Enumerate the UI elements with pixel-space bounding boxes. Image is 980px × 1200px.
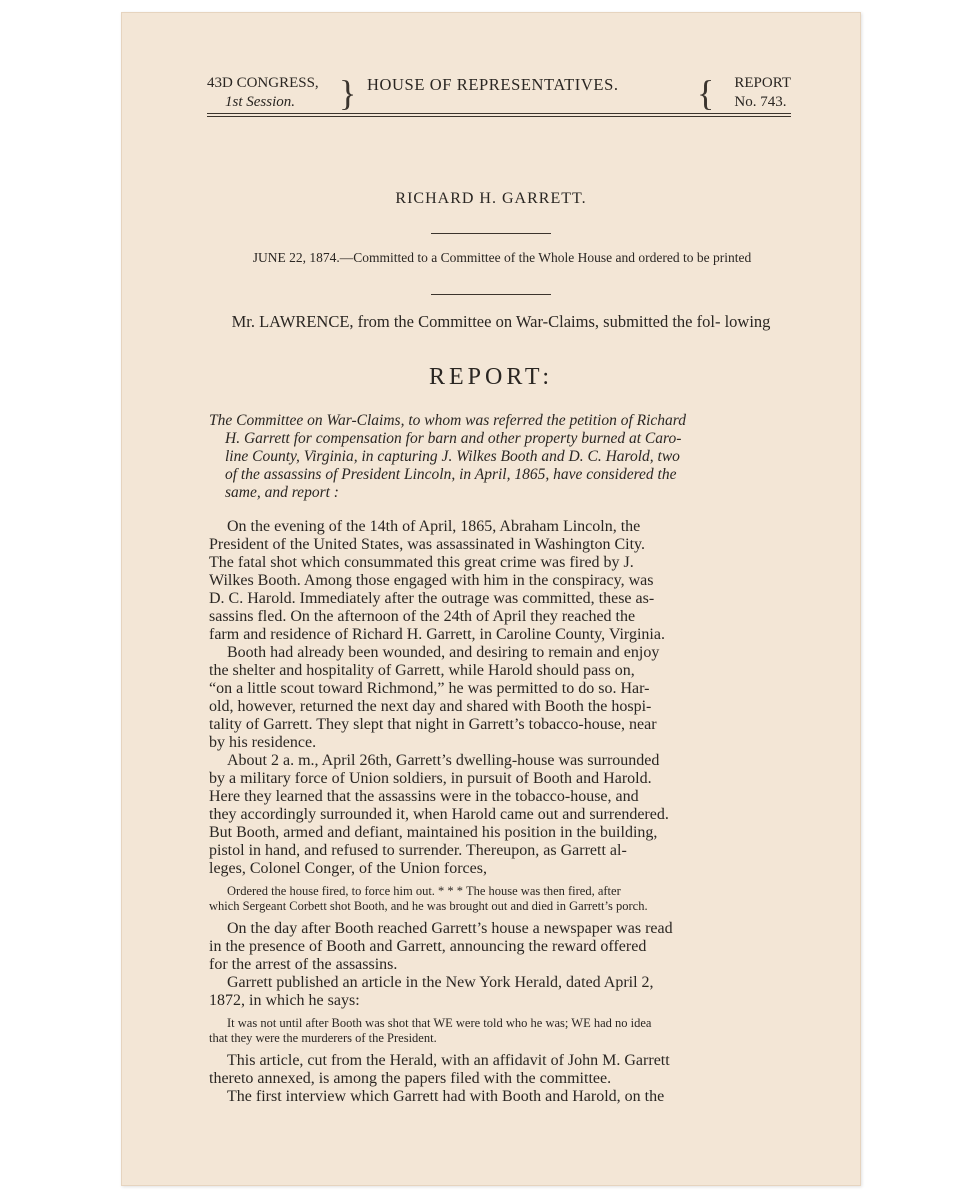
congress-label: 43D CONGRESS,	[207, 75, 319, 91]
report-title: RICHARD H. GARRETT.	[395, 190, 587, 207]
body-line: by a military force of Union soldiers, in pursuit of Booth and Harold.	[209, 770, 652, 787]
report-body	[209, 518, 793, 1106]
quote-line: Ordered the house fired, to force him out. * * * The house was then fired, after	[227, 884, 621, 898]
body-line: Garrett published an article in the New York Herald, dated April 2,	[227, 974, 654, 991]
quotation-1	[209, 884, 793, 914]
dated-committed-line: JUNE 22, 1874.—Committed to a Committee of the Whole House and ordered to be printed	[252, 250, 752, 265]
preamble	[209, 412, 793, 502]
preamble-line: The Committee on War-Claims, to whom was referred the petition of Richard	[209, 412, 687, 429]
body-line: President of the United States, was assassinated in Washington City.	[209, 536, 645, 553]
body-line: old, however, returned the next day and shared with Booth the hospi-	[209, 698, 652, 715]
body-line: On the day after Booth reached Garrett’s house a newspaper was read	[227, 920, 673, 937]
body-line: for the arrest of the assassins.	[209, 956, 398, 973]
body-line: farm and residence of Richard H. Garrett, in Caroline County, Virginia.	[209, 626, 665, 643]
body-line: D. C. Harold. Immediately after the outrage was committed, these as-	[209, 590, 655, 607]
report-heading: REPORT:	[428, 364, 554, 390]
body-line: About 2 a. m., April 26th, Garrett’s dwelling-house was surrounded	[227, 752, 660, 769]
body-line: 1872, in which he says:	[209, 992, 360, 1009]
document-page	[121, 12, 861, 1186]
congress-session	[207, 74, 319, 112]
paragraph-5	[209, 974, 793, 1010]
quote-line: which Sergeant Corbett shot Booth, and he was brought out and died in Garrett’s porch.	[209, 899, 648, 913]
paragraph-7	[209, 1088, 793, 1106]
header-rule-top	[207, 113, 791, 114]
preamble-line: line County, Virginia, in capturing J. Wilkes Booth and D. C. Harold, two	[225, 448, 680, 465]
body-line: Wilkes Booth. Among those engaged with him in the conspiracy, was	[209, 572, 654, 589]
body-line: in the presence of Booth and Garrett, announcing the reward offered	[209, 938, 647, 955]
body-line: thereto annexed, is among the papers filed with the committee.	[209, 1070, 612, 1087]
right-brace-glyph: }	[339, 73, 357, 113]
header-rule-bottom	[207, 116, 791, 117]
body-line: leges, Colonel Conger, of the Union forces,	[209, 860, 487, 877]
paragraph-2	[209, 644, 793, 752]
report-word: REPORT	[734, 75, 791, 91]
quotation-2	[209, 1016, 793, 1046]
submitted-by-line: Mr. LAWRENCE, from the Committee on War-Claims, submitted the fol- lowing	[231, 312, 771, 331]
chamber-title: HOUSE OF REPRESENTATIVES.	[367, 75, 619, 94]
divider-rule-2	[431, 294, 551, 295]
body-line: the shelter and hospitality of Garrett, while Harold should pass on,	[209, 662, 635, 679]
preamble-line: H. Garrett for compensation for barn and other property burned at Caro-	[225, 430, 682, 447]
preamble-line: of the assassins of President Lincoln, in April, 1865, have considered the	[225, 466, 677, 483]
paragraph-4	[209, 920, 793, 974]
body-line: pistol in hand, and refused to surrender. Thereupon, as Garrett al-	[209, 842, 627, 859]
body-line: Booth had already been wounded, and desiring to remain and enjoy	[227, 644, 660, 661]
preamble-line: same, and report :	[225, 484, 339, 501]
body-line: But Booth, armed and defiant, maintained his position in the building,	[209, 824, 658, 841]
body-line: tality of Garrett. They slept that night in Garrett’s tobacco-house, near	[209, 716, 657, 733]
divider-rule-1	[431, 233, 551, 234]
body-line: by his residence.	[209, 734, 317, 751]
report-number: No. 743.	[734, 94, 787, 110]
body-line: On the evening of the 14th of April, 1865, Abraham Lincoln, the	[227, 518, 641, 535]
body-line: The first interview which Garrett had with Booth and Harold, on the	[227, 1088, 665, 1105]
body-line: “on a little scout toward Richmond,” he was permitted to do so. Har-	[209, 680, 650, 697]
body-line: sassins fled. On the afternoon of the 24th of April they reached the	[209, 608, 636, 625]
paragraph-3	[209, 752, 793, 878]
report-number-block	[734, 74, 791, 112]
quote-line: It was not until after Booth was shot that WE were told who he was; WE had no idea	[227, 1016, 652, 1030]
left-brace-glyph: {	[697, 73, 715, 113]
body-line: Here they learned that the assassins were in the tobacco-house, and	[209, 788, 639, 805]
paragraph-1	[209, 518, 793, 644]
paragraph-6	[209, 1052, 793, 1088]
body-line: This article, cut from the Herald, with an affidavit of John M. Garrett	[227, 1052, 670, 1069]
session-label: 1st Session.	[225, 94, 296, 110]
quote-line: that they were the murderers of the President.	[209, 1031, 437, 1045]
body-line: The fatal shot which consummated this great crime was fired by J.	[209, 554, 634, 571]
body-line: they accordingly surrounded it, when Harold came out and surrendered.	[209, 806, 669, 823]
